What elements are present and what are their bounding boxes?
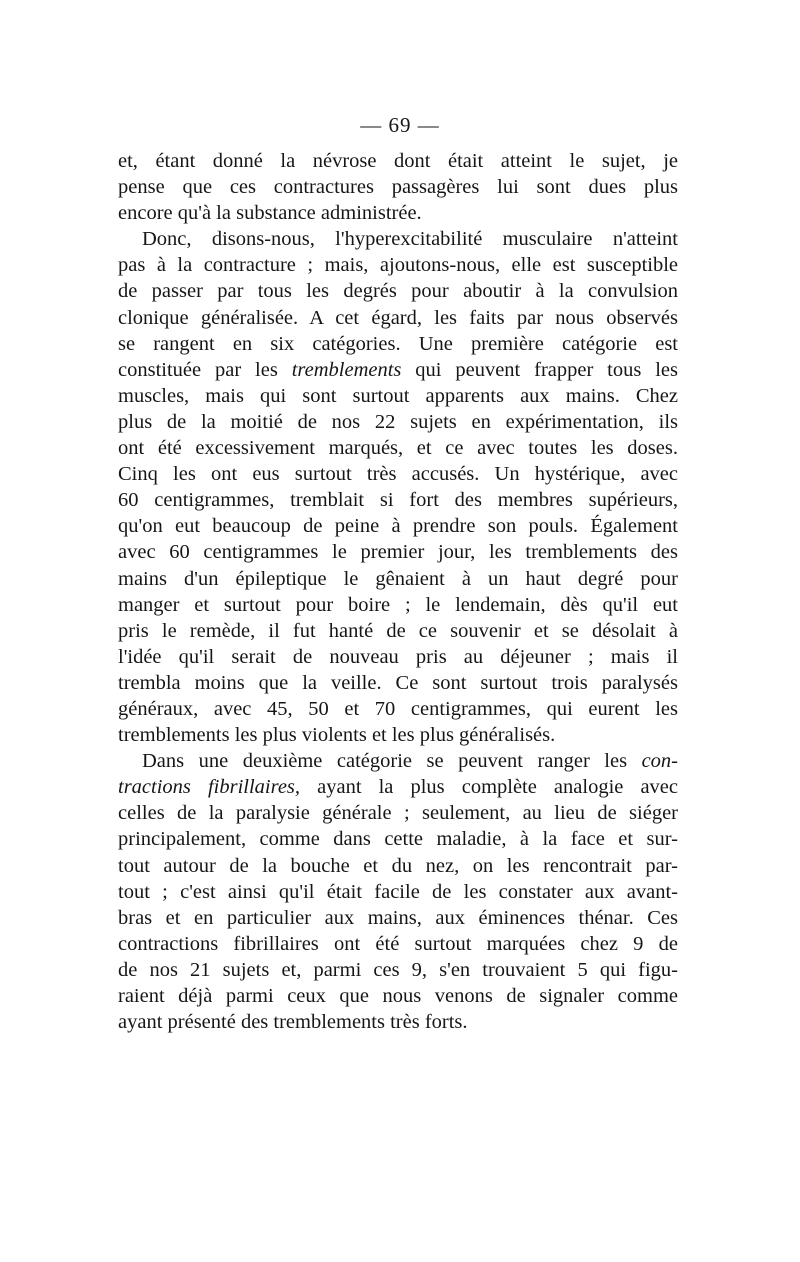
text-line: tout autour de la bouche et du nez, on les rencontrait par- — [118, 854, 678, 877]
text-line: manger et surtout pour boire ; le lendemain, dès qu'il eut — [118, 593, 678, 616]
text-line: se rangent en six catégories. Une première catégorie est — [118, 332, 678, 355]
text-line: celles de la paralysie générale ; seulement, au lieu de siéger — [118, 802, 678, 825]
page-number: — 69 — — [360, 113, 440, 137]
text-line — [118, 748, 678, 774]
body-text — [118, 148, 678, 1035]
italic-term: con- — [641, 750, 678, 773]
text-line: et, étant donné la névrose dont était atteint le sujet, je — [118, 150, 678, 172]
italic-term: tractions fibrillaires, — [118, 776, 301, 799]
text-line: Cinq les ont eus surtout très accusés. Un hystérique, avec — [118, 463, 678, 486]
paragraph — [118, 148, 678, 226]
text-line: trembla moins que la veille. Ce sont surtout trois paralysés — [118, 671, 678, 694]
text-line: encore qu'à la substance administrée. — [118, 202, 422, 225]
text-line: l'idée qu'il serait de nouveau pris au déjeuner ; mais il — [118, 645, 678, 668]
text-line: principalement, comme dans cette maladie, à la face et sur- — [118, 828, 678, 851]
text-line: pris le remède, il fut hanté de ce souvenir et se désolait à — [118, 619, 678, 642]
text-line: clonique généralisée. A cet égard, les faits par nous observés — [118, 306, 678, 329]
text-line: pense que ces contractures passagères lui sont dues plus — [118, 176, 678, 199]
text-line: plus de la moitié de nos 22 sujets en expérimentation, ils — [118, 410, 678, 433]
text-line: ont été excessivement marqués, et ce avec toutes les doses. — [118, 437, 678, 460]
text-line: bras et en particulier aux mains, aux éminences thénar. Ces — [118, 906, 678, 929]
text-line: tremblements les plus violents et les plus généralisés. — [118, 724, 556, 747]
text-line — [118, 774, 678, 800]
text-line: 60 centigrammes, tremblait si fort des membres supérieurs, — [118, 489, 678, 512]
text-line: raient déjà parmi ceux que nous venons de signaler comme — [118, 985, 678, 1007]
text-line: muscles, mais qui sont surtout apparents aux mains. Chez — [118, 384, 678, 407]
text-line: tout ; c'est ainsi qu'il était facile de les constater aux avant- — [118, 880, 678, 903]
paragraph — [118, 226, 678, 748]
text-line: avec 60 centigrammes le premier jour, les tremblements des — [118, 541, 678, 564]
text-line: de passer par tous les degrés pour aboutir à la convulsion — [118, 280, 678, 303]
text-line: qu'on eut beaucoup de peine à prendre son pouls. Également — [118, 515, 678, 538]
text-line: de nos 21 sujets et, parmi ces 9, s'en trouvaient 5 qui figu- — [118, 958, 678, 981]
text-line — [118, 357, 678, 383]
text-line: Donc, disons-nous, l'hyperexcitabilité musculaire n'atteint — [142, 228, 678, 251]
paragraph — [118, 748, 678, 1035]
text-line: pas à la contracture ; mais, ajoutons-nous, elle est susceptible — [118, 254, 678, 277]
text-line: généraux, avec 45, 50 et 70 centigrammes, qui eurent les — [118, 697, 678, 720]
text-run: qui peuvent frapper tous les — [401, 358, 678, 381]
text-line: contractions fibrillaires ont été surtout marquées chez 9 de — [118, 932, 678, 955]
text-run: Dans une deuxième catégorie se peuvent ranger les — [142, 750, 642, 773]
text-run: constituée par les — [118, 358, 292, 381]
text-line: mains d'un épileptique le gênaient à un haut degré pour — [118, 567, 678, 590]
text-run: ayant la plus complète analogie avec — [300, 776, 678, 799]
italic-term: tremblements — [291, 358, 402, 381]
text-line: ayant présenté des tremblements très forts. — [118, 1011, 468, 1034]
